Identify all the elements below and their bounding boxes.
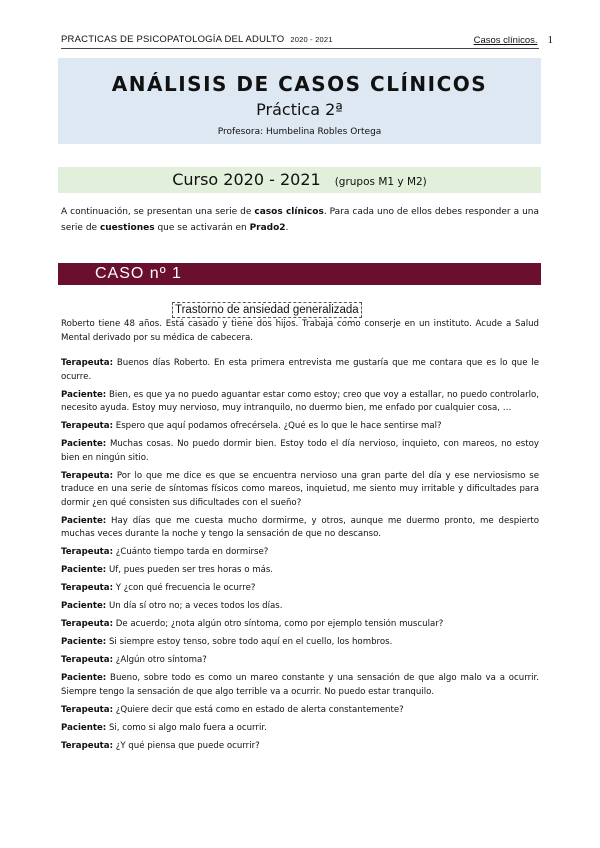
speaker-label: Terapeuta: xyxy=(61,740,114,751)
dialogue-text: ¿Cuánto tiempo tarda en dormirse? xyxy=(113,547,269,557)
case-intro: Roberto tiene 48 años. Está casado y tiene dos hijos. Trabaja como conserje en un instituto. Acude a Salud Mental derivado por su médica de cabecera. xyxy=(61,319,539,343)
speaker-label: Terapeuta: xyxy=(61,583,114,593)
speaker-label: Paciente: xyxy=(61,673,107,683)
dialogue-text: Hay días que me cuesta mucho dormirme, y otros, aunque me duermo pronto, me despierto muchas veces durante la noche y tengo la sensación de que no descanso. xyxy=(61,515,539,539)
dialogue xyxy=(61,357,539,753)
case-heading: CASO nº 1 xyxy=(58,263,541,285)
speaker-label: Paciente: xyxy=(61,722,107,733)
dialogue-text: Si siempre estoy tenso, sobre todo aquí en el cuello, los hombros. xyxy=(106,637,393,647)
header-course: PRACTICAS DE PSICOPATOLOGÍA DEL ADULTO 2020 - 2021 xyxy=(61,34,333,45)
dialogue-line xyxy=(61,600,539,614)
dialogue-text: Un día sí otro no; a veces todos los días. xyxy=(106,601,283,611)
speaker-label: Paciente: xyxy=(61,389,107,400)
teacher-name: Profesora: Humbelina Robles Ortega xyxy=(217,127,382,137)
dialogue-line xyxy=(61,672,539,699)
dialogue-text: Espero que aquí podamos ofrecérsela. ¿Qué es lo que le hace sentirse mal? xyxy=(113,421,442,431)
dialogue-text: Y ¿con qué frecuencia le ocurre? xyxy=(113,583,256,593)
dialogue-text: De acuerdo; ¿nota algún otro síntoma, como por ejemplo tensión muscular? xyxy=(113,619,444,629)
dialogue-line xyxy=(61,740,539,754)
speaker-label: Terapeuta: xyxy=(61,655,114,665)
dialogue-text: Buenos días Roberto. En esta primera entrevista me gustaría que me contara que es lo que le ocurre. xyxy=(61,358,539,382)
dialogue-line xyxy=(61,722,539,736)
speaker-label: Terapeuta: xyxy=(61,421,114,431)
dialogue-line xyxy=(61,515,539,542)
header-section: Casos clínicos. 1 xyxy=(473,34,553,46)
case-body xyxy=(61,318,539,758)
dialogue-text: Bien, es que ya no puedo aguantar estar como estoy; creo que voy a estallar, no puedo controlarlo, necesito ayuda. Estoy muy nervioso, muy intranquilo, no duermo bien, me enfado por cualquier cosa, … xyxy=(61,389,539,413)
document-subtitle: Práctica 2ª xyxy=(256,100,343,119)
dialogue-line xyxy=(61,546,539,560)
speaker-label: Terapeuta: xyxy=(61,619,114,629)
course-groups: (grupos M1 y M2) xyxy=(334,176,427,188)
dialogue-text: Bueno, sobre todo es como un mareo constante y una sensación de que algo malo va a ocurrir. Siempre tengo la sensación de que algo terrible va a ocurrir. No puedo estar tranquilo. xyxy=(61,673,539,697)
dialogue-text: Si, como si algo malo fuera a ocurrir. xyxy=(106,722,267,733)
diagnosis-label: Trastorno de ansiedad generalizada xyxy=(172,302,362,318)
speaker-label: Paciente: xyxy=(61,565,107,575)
dialogue-text: ¿Quiere decir que está como en estado de alerta constantemente? xyxy=(113,704,404,715)
speaker-label: Paciente: xyxy=(61,637,107,647)
speaker-label: Paciente: xyxy=(61,439,107,449)
dialogue-text: Por lo que me dice es que se encuentra nervioso una gran parte del día y ese nerviosismo se traduce en una serie de síntomas físicos como mareos, inquietud, me siento muy irritable y dificultades para dormir ¿en qué consisten sus dificultades con el sueño? xyxy=(61,470,539,508)
dialogue-text: Muchas cosas. No puedo dormir bien. Estoy todo el día nervioso, inquieto, con mareos, no estoy bien en ningún sitio. xyxy=(61,439,539,463)
course-banner xyxy=(58,167,541,193)
dialogue-line xyxy=(61,618,539,632)
speaker-label: Terapeuta: xyxy=(61,704,114,715)
course-label: Curso 2020 - 2021 xyxy=(172,170,321,189)
page-number: 1 xyxy=(547,34,553,46)
dialogue-line xyxy=(61,636,539,650)
dialogue-text: Uf, pues pueden ser tres horas o más. xyxy=(106,565,274,575)
speaker-label: Terapeuta: xyxy=(61,470,114,481)
speaker-label: Terapeuta: xyxy=(61,358,114,368)
document-title: ANÁLISIS DE CASOS CLÍNICOS xyxy=(111,72,488,96)
dialogue-line xyxy=(61,357,539,384)
dialogue-text: ¿Y qué piensa que puede ocurrir? xyxy=(113,740,260,751)
dialogue-line xyxy=(61,704,539,718)
dialogue-line xyxy=(61,438,539,465)
intro-paragraph: A continuación, se presentan una serie de casos clínicos. Para cada uno de ellos debes responder a una serie de cuestiones que se activarán en Prado2. xyxy=(61,207,539,233)
dialogue-line xyxy=(61,654,539,668)
speaker-label: Paciente: xyxy=(61,515,107,526)
page-header xyxy=(61,34,553,49)
dialogue-line xyxy=(61,470,539,511)
dialogue-line xyxy=(61,564,539,578)
speaker-label: Terapeuta: xyxy=(61,547,114,557)
dialogue-text: ¿Algún otro síntoma? xyxy=(113,655,207,665)
header-years: 2020 - 2021 xyxy=(290,35,333,44)
dialogue-line xyxy=(61,389,539,416)
speaker-label: Paciente: xyxy=(61,601,107,611)
dialogue-line xyxy=(61,582,539,596)
title-box xyxy=(58,58,541,144)
dialogue-line xyxy=(61,420,539,434)
